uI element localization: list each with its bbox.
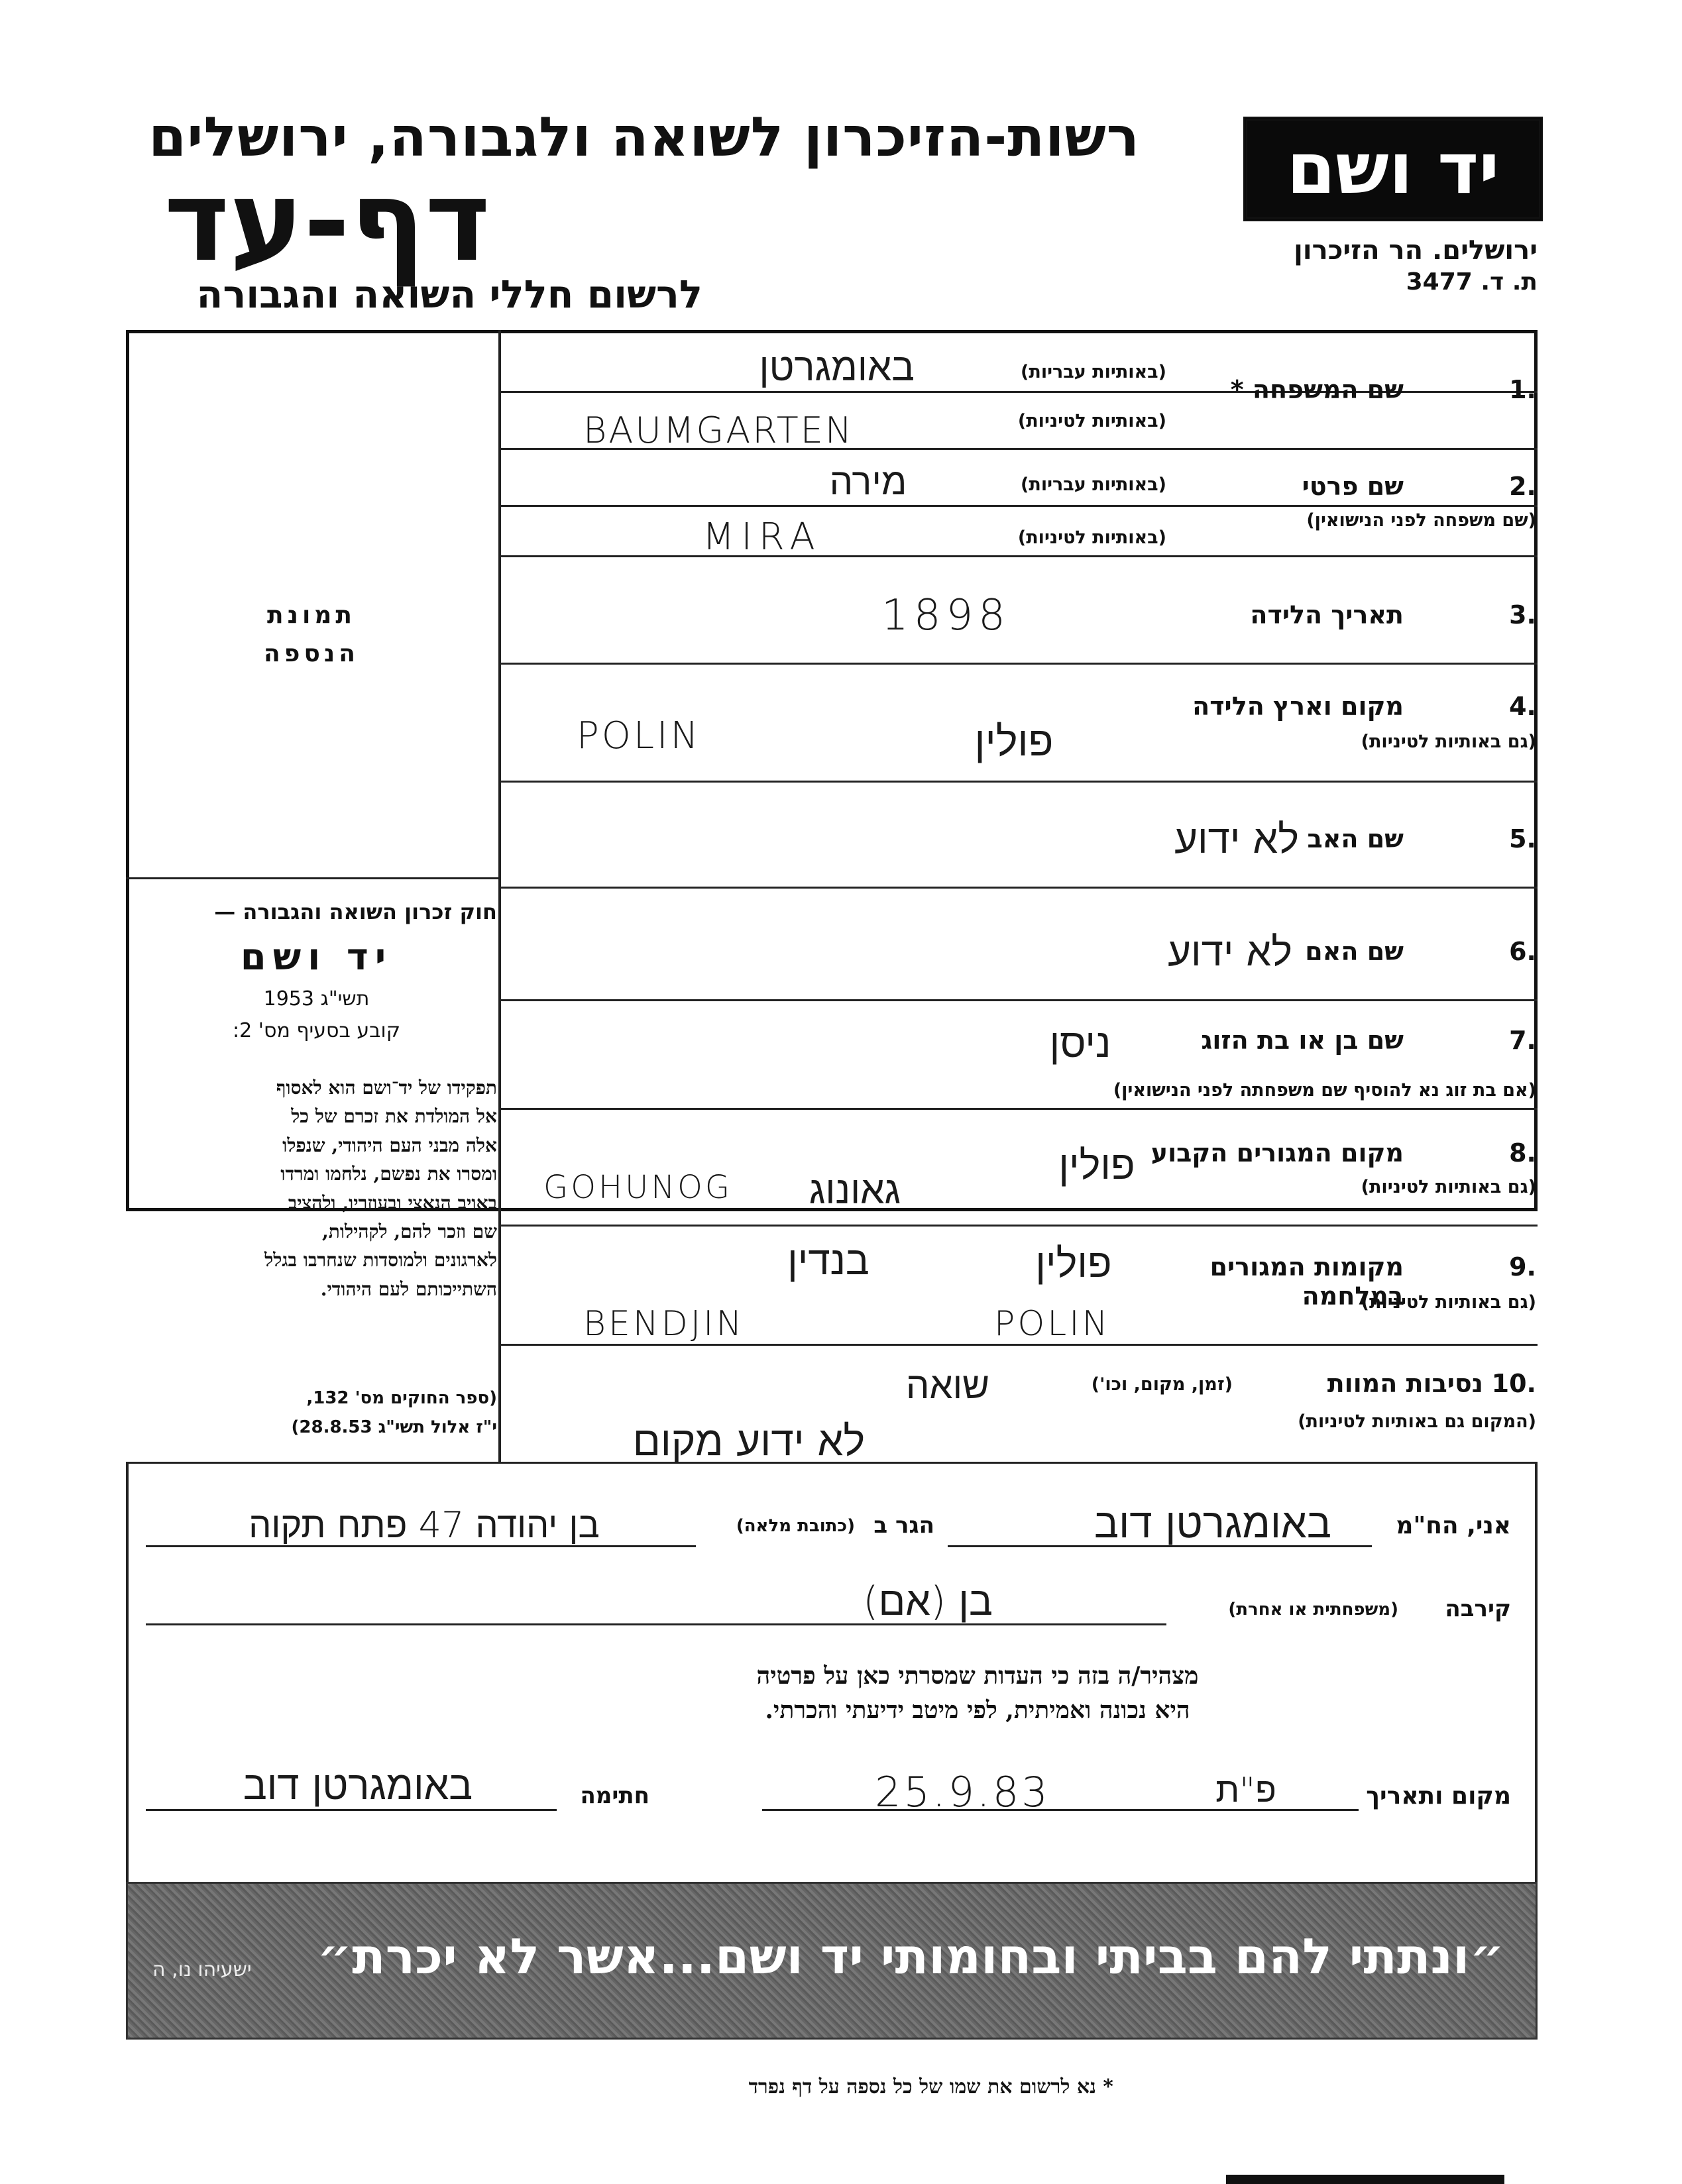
hebrew-letters-label: (באותיות עבריות) — [1021, 362, 1166, 382]
law-text-line: אל המולדת את זכרם של כל — [291, 1105, 497, 1128]
birth-date-value: 1898 — [881, 591, 1011, 640]
death-place-value: לא ידוע מקום — [632, 1417, 866, 1465]
wartime-residence-town-hebrew-value: בנדין — [787, 1238, 869, 1284]
frame-right — [1535, 1462, 1538, 1882]
kinship-sub-label: (משפחתית או אחרת) — [1228, 1600, 1398, 1619]
kinship-value: בן (אם) — [863, 1578, 993, 1625]
form-subtitle: לרשום חללי השואה והגבורה — [196, 272, 702, 317]
row-divider — [498, 887, 1538, 889]
law-year: תשי"ג 1953 — [263, 987, 370, 1010]
photo-placeholder — [126, 596, 497, 673]
law-text-line: ומסרו את נפשם, נלחמו ומרדו — [280, 1163, 497, 1185]
latin-letters-label: (באותיות לטיניות) — [1017, 411, 1166, 431]
row-divider — [498, 663, 1538, 665]
declaration-statement-line1: מצהיר/ה בזה כי העדות שמסרתי כאן על פרטיה — [756, 1662, 1199, 1690]
row-divider — [498, 555, 1538, 557]
wartime-residence-country-value: פולין — [1035, 1240, 1112, 1287]
lives-at-label: הגר ב — [873, 1512, 934, 1539]
permanent-residence-country-value: פולין — [1058, 1142, 1135, 1189]
field-label-death-circumstances: נסיבות המוות — [1327, 1369, 1483, 1398]
declarant-label: אני, הח"מ — [1396, 1512, 1511, 1539]
permanent-residence-latin-value: GOHUNOG — [543, 1169, 733, 1206]
address-label: (כתובת מלאה) — [736, 1516, 855, 1536]
law-text-line: באויב הנאצי ובעוזריו, ולהציב — [288, 1191, 497, 1214]
law-title: חוק זכרון השואה והגבורה — — [214, 899, 497, 924]
field-label-mother: שם האם — [1305, 937, 1404, 966]
photo-law-divider — [126, 877, 498, 879]
field-label-wartime-residence: מקומות המגורים במלחמה — [1209, 1252, 1404, 1311]
law-text-line: תפקידו של יד־ושם הוא לאסוף — [276, 1077, 497, 1099]
spouse-value: ניסן — [1049, 1020, 1111, 1067]
field-label-permanent-residence: מקום המגורים הקבוע — [1150, 1138, 1404, 1168]
field-sub-first-name: (שם משפחה לפני הנישואין) — [1306, 510, 1536, 531]
law-text — [136, 1073, 497, 1303]
column-divider — [498, 330, 501, 1463]
row-divider — [498, 1108, 1538, 1110]
first-name-latin-value: MIRA — [702, 516, 822, 559]
field-number: 10. — [1491, 1369, 1536, 1398]
address-place: ירושלים. הר הזיכרון — [1294, 235, 1538, 266]
field-number: 2. — [1509, 472, 1536, 501]
law-text-line: אלה מבני העם היהודי, שנפלו — [282, 1134, 497, 1156]
field-label-family-name: שם המשפחה * — [1230, 375, 1404, 404]
frame-left — [126, 1462, 129, 1882]
field-number: 1. — [1509, 375, 1536, 404]
declaration-statement-line2: היא נכונה ואמיתית, לפי מיטב ידיעתי והכרתי. — [765, 1696, 1190, 1724]
organization-title: רשות-הזיכרון לשואה ולגבורה, ירושלים — [148, 106, 1140, 169]
birth-place-latin-value: POLIN — [577, 714, 701, 757]
banner-source: ישעיהו נו, ה — [152, 1958, 252, 1981]
signature-label: חתימה — [580, 1782, 649, 1809]
family-name-latin-value: BAUMGARTEN — [583, 410, 854, 451]
place-date-label: מקום ותאריך — [1366, 1782, 1511, 1810]
field-number: 7. — [1509, 1026, 1536, 1055]
death-circumstances-value: שואה — [905, 1364, 990, 1407]
law-text-line: שם וזכר להם, לקהילות, — [322, 1220, 497, 1242]
field-sub-birth-place: (גם באותיות לטיניות) — [1361, 732, 1536, 752]
mother-value: לא ידוע — [1168, 929, 1292, 975]
form-title: דף-עד — [164, 156, 490, 286]
field-label-father: שם האב — [1307, 824, 1404, 853]
field-number: 9. — [1509, 1252, 1536, 1282]
signature-line — [146, 1809, 557, 1811]
row-divider — [498, 1225, 1538, 1227]
law-reference: (ספר החוקים מס' 132, — [306, 1388, 497, 1408]
field-sub-permanent-residence: (גם באותיות לטיניות) — [1361, 1177, 1536, 1197]
row-divider — [498, 1344, 1538, 1346]
field-label-birth-date: תאריך הלידה — [1250, 600, 1404, 629]
photo-label-line2: הנספה — [264, 639, 359, 667]
field-label-first-name: שם פרטי — [1302, 472, 1404, 501]
po-box: ת. ד. 3477 — [1406, 268, 1538, 296]
first-name-hebrew-value: מירה — [829, 461, 907, 504]
photo-label-line1: תמונת — [267, 602, 356, 629]
law-text-line: לארגונים ולמוסדות שנחרבו בגלל — [264, 1249, 497, 1272]
law-text-line: השתייכותם לעם היהודי. — [320, 1278, 497, 1300]
banner-quote: ״ונתתי להם בביתי ובחומותי יד ושם...אשר לא יכרת״ — [317, 1928, 1504, 1985]
field-number: 4. — [1509, 692, 1536, 721]
father-value: לא ידוע — [1174, 816, 1299, 863]
latin-letters-label: (באותיות לטיניות) — [1017, 527, 1166, 548]
family-name-hebrew-value: באומגרטן — [759, 345, 915, 390]
birth-place-hebrew-value: פולין — [974, 717, 1054, 765]
field-number: 3. — [1509, 600, 1536, 629]
permanent-residence-town-hebrew-value: גאונוג — [809, 1168, 901, 1213]
field-sub-spouse: (אם בת זוג נא להוסיף שם משפחתה לפני הנישואין) — [1113, 1080, 1536, 1101]
field-label-death-circumstances-sub: (זמן, מקום, וכו') — [1091, 1374, 1233, 1395]
scan-edge-mark — [1226, 2175, 1504, 2184]
field-label-spouse: שם בן או בת הזוג — [1201, 1026, 1404, 1055]
field-sub-wartime-residence: (גם באותיות לטיניות) — [1361, 1292, 1536, 1313]
wartime-residence-town-latin-value: BENDJIN — [583, 1304, 745, 1344]
law-reference-date: י"ז אלול תשי"ג 28.8.53) — [291, 1417, 497, 1437]
field-number: 8. — [1509, 1138, 1536, 1168]
footnote: * נא לרשום את שמו של כל נספה על דף נפרד — [748, 2075, 1113, 2099]
field-label-birth-place: מקום וארץ הלידה — [1192, 692, 1404, 721]
row-divider — [498, 781, 1538, 783]
signature-value: באומגרטן דוב — [243, 1763, 473, 1809]
field-number: 6. — [1509, 937, 1536, 966]
yad-vashem-logo: יד ושם — [1243, 117, 1543, 221]
address-value: בן יהודה 47 פתח תקוה — [249, 1504, 600, 1546]
row-divider — [498, 999, 1538, 1001]
law-clause: קובע בסעיף מס' 2: — [233, 1019, 400, 1042]
kinship-label: קירבה — [1445, 1596, 1511, 1622]
law-name: יד ושם — [240, 936, 393, 979]
date-value: 25.9.83 — [875, 1768, 1050, 1816]
place-value: פ"ת — [1215, 1771, 1276, 1810]
declarant-name-value: באומגרטן דוב — [1094, 1499, 1331, 1547]
wartime-residence-country-latin-value: POLIN — [994, 1304, 1111, 1344]
row-divider — [498, 505, 1538, 507]
field-number: 5. — [1509, 824, 1536, 853]
field-sub-death-circumstances: (המקום גם באותיות לטיניות) — [1298, 1411, 1536, 1432]
hebrew-letters-label: (באותיות עבריות) — [1021, 474, 1166, 495]
